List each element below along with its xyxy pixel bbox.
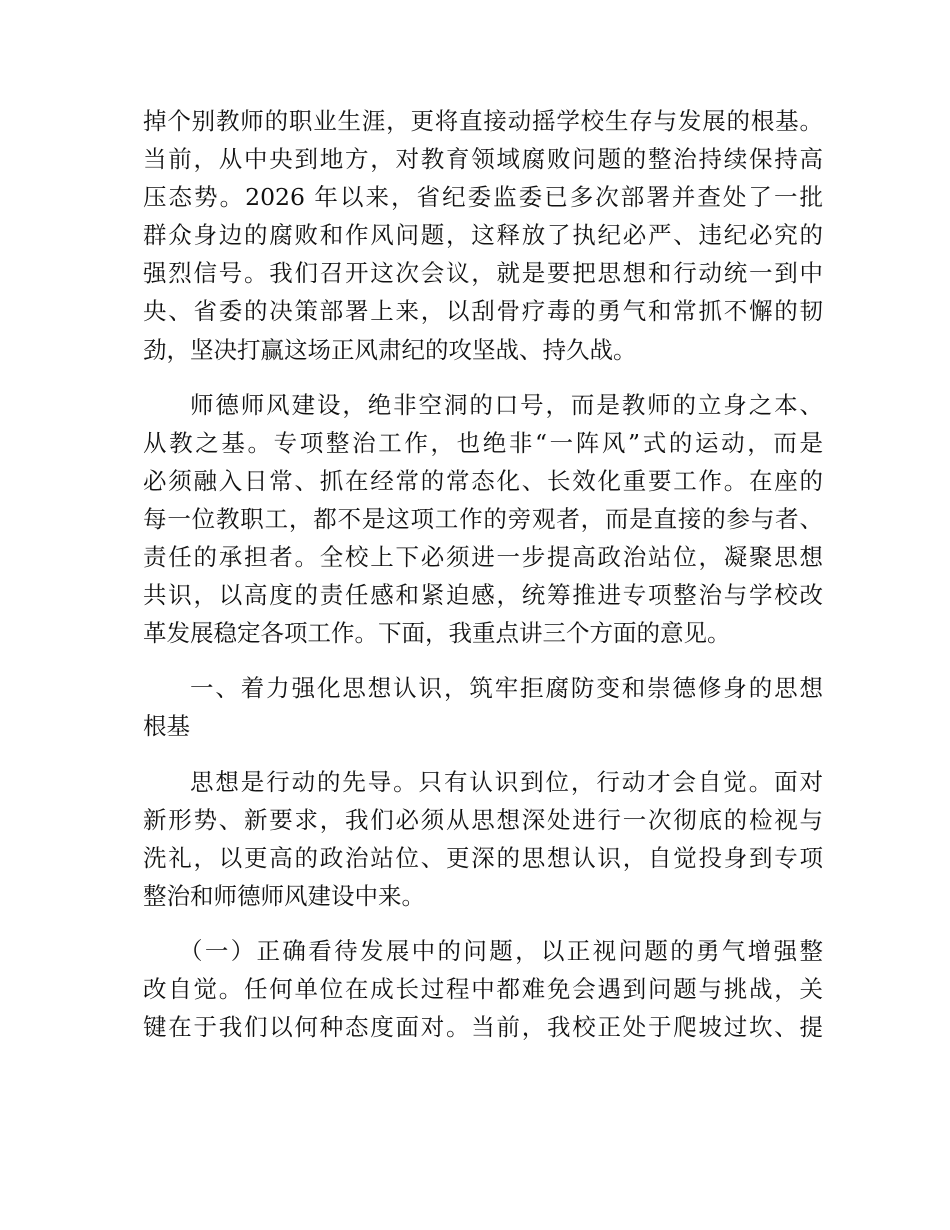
text-line: 掉个别教师的职业生涯，更将直接动摇学校生存与发展的根基。 bbox=[143, 107, 823, 135]
text-line: 一、着力强化思想认识，筑牢拒腐防变和崇德修身的思想 bbox=[190, 674, 823, 703]
paragraph-2 bbox=[143, 386, 823, 653]
text-line: 整治和师德师风建设中来。 bbox=[143, 881, 425, 910]
text-line: 根基 bbox=[143, 712, 190, 741]
text-line: 群众身边的腐败和作风问题，这释放了执纪必严、违纪必究的 bbox=[143, 221, 823, 250]
subsection-paragraph-1 bbox=[143, 932, 823, 1046]
text-line: 必须融入日常、抓在经常的常态化、长效化重要工作。在座的 bbox=[143, 466, 823, 495]
text-line: 共识，以高度的责任感和紧迫感，统筹推进专项整治与学校改 bbox=[143, 581, 823, 610]
text-line: 改自觉。任何单位在成长过程中都难免会遇到问题与挑战，关 bbox=[143, 974, 823, 1003]
paragraph-1 bbox=[143, 102, 823, 369]
text-line: 当前，从中央到地方，对教育领域腐败问题的整治持续保持高 bbox=[143, 145, 823, 174]
text-line: 师德师风建设，绝非空洞的口号，而是教师的立身之本、 bbox=[190, 390, 823, 419]
text-line: 键在于我们以何种态度面对。当前，我校正处于爬坡过坎、提 bbox=[143, 1013, 823, 1042]
text-line: 央、省委的决策部署上来，以刮骨疗毒的勇气和常抓不懈的韧 bbox=[143, 297, 823, 326]
text-line: 强烈信号。我们召开这次会议，就是要把思想和行动统一到中 bbox=[143, 259, 823, 288]
text-line: 劲，坚决打赢这场正风肃纪的攻坚战、持久战。 bbox=[143, 335, 637, 364]
text-line: （一）正确看待发展中的问题，以正视问题的勇气增强整 bbox=[179, 936, 823, 965]
text-line: 从教之基。专项整治工作，也绝非“一阵风”式的运动，而是 bbox=[143, 428, 823, 457]
text-line: 革发展稳定各项工作。下面，我重点讲三个方面的意见。 bbox=[143, 619, 731, 648]
text-line: 每一位教职工，都不是这项工作的旁观者，而是直接的参与者、 bbox=[143, 504, 823, 533]
body-text bbox=[143, 102, 823, 1046]
text-line: 压态势。2026 年以来，省纪委监委已多次部署并查处了一批 bbox=[143, 183, 823, 212]
text-line: 新形势、新要求，我们必须从思想深处进行一次彻底的检视与 bbox=[143, 805, 823, 834]
text-line: 洗礼，以更高的政治站位、更深的思想认识，自觉投身到专项 bbox=[143, 843, 823, 872]
paragraph-4 bbox=[143, 763, 823, 915]
section-heading-1 bbox=[143, 669, 823, 745]
text-line: 思想是行动的先导。只有认识到位，行动才会自觉。面对 bbox=[190, 767, 823, 796]
text-line: 责任的承担者。全校上下必须进一步提高政治站位，凝聚思想 bbox=[143, 543, 823, 572]
